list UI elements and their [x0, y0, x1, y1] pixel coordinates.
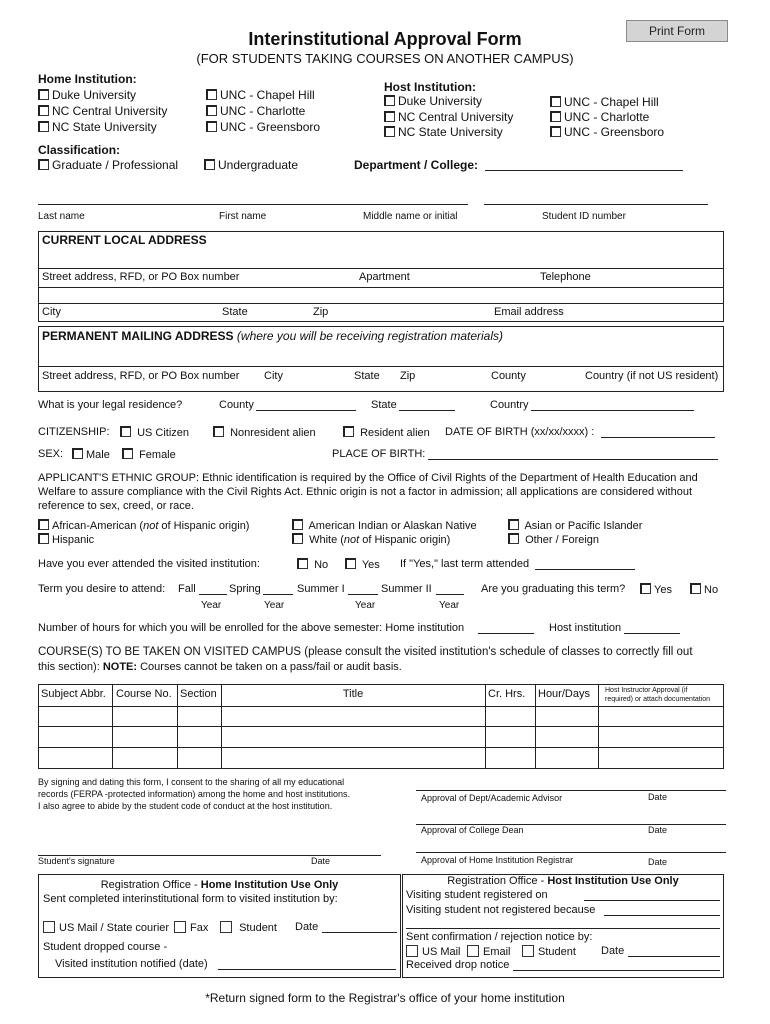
department-label: Department / College: — [354, 158, 479, 172]
host-unc-greensboro-option[interactable]: UNC - Greensboro — [550, 125, 664, 139]
birthplace-input[interactable] — [428, 459, 718, 460]
sex-label: SEX: — [38, 448, 64, 460]
checkbox-icon[interactable] — [550, 96, 561, 107]
host-unc-ch-option[interactable]: UNC - Chapel Hill — [550, 95, 659, 109]
checkbox-icon[interactable] — [384, 95, 395, 106]
form-title: Interinstitutional Approval Form — [248, 29, 522, 49]
fall-input[interactable] — [199, 594, 227, 595]
divider — [38, 303, 724, 304]
year-label: Year — [439, 600, 460, 611]
graduating-question: Are you graduating this term? — [481, 583, 626, 595]
footer-note: *Return signed form to the Registrar's office of your home institution — [205, 991, 565, 1005]
checkbox-icon[interactable] — [690, 583, 701, 594]
year-label: Year — [201, 600, 222, 611]
permanent-address-heading: PERMANENT MAILING ADDRESS (where you will be receiving registration materials) — [42, 329, 504, 343]
host-confirmation-label: Sent confirmation / rejection notice by: — [406, 931, 593, 943]
resident-option[interactable]: Resident alien — [343, 426, 430, 440]
host-drop-label: Received drop notice — [406, 959, 510, 971]
checkbox-icon[interactable] — [508, 519, 519, 530]
host-hours-label: Host institution — [549, 622, 622, 634]
residence-state-label: State — [371, 399, 397, 411]
attended-no-option[interactable]: No — [297, 558, 328, 572]
checkbox-icon[interactable] — [292, 533, 303, 544]
home-date-input[interactable] — [322, 932, 397, 933]
department-input[interactable] — [485, 170, 683, 171]
header-instructor-2: required) or attach documentation — [605, 696, 711, 703]
checkbox-icon[interactable] — [38, 105, 49, 116]
host-nccu-option[interactable]: NC Central University — [384, 110, 513, 124]
home-fax-option[interactable]: Fax — [174, 921, 208, 935]
checkbox-icon[interactable] — [38, 519, 49, 530]
american-indian-option[interactable]: American Indian or Alaskan Native — [292, 519, 477, 533]
last-term-input[interactable] — [535, 569, 635, 570]
undergraduate-option[interactable]: Undergraduate — [204, 158, 298, 172]
checkbox-icon[interactable] — [345, 558, 356, 569]
term-question: Term you desire to attend: — [38, 583, 166, 595]
home-unc-greensboro-option[interactable]: UNC - Greensboro — [206, 120, 320, 134]
checkbox-icon[interactable] — [38, 89, 49, 100]
dob-label: DATE OF BIRTH (xx/xx/xxxx) : — [445, 426, 595, 438]
residence-country-input[interactable] — [531, 410, 694, 411]
host-ncsu-option[interactable]: NC State University — [384, 125, 503, 139]
checkbox-icon[interactable] — [550, 126, 561, 137]
home-hours-input[interactable] — [478, 633, 534, 634]
table-col-divider — [112, 684, 113, 769]
name-input-line[interactable] — [38, 204, 468, 205]
checkbox-icon[interactable] — [508, 533, 519, 544]
checkbox-icon[interactable] — [72, 448, 83, 459]
permanent-state-label: State — [354, 370, 380, 382]
divider — [38, 287, 724, 288]
home-mail-option[interactable]: US Mail / State courier — [43, 921, 169, 935]
consent-line-2: records (FERPA -protected information) among the home and host institutions. — [38, 789, 350, 799]
attended-yes-option[interactable]: Yes — [345, 558, 380, 572]
checkbox-icon[interactable] — [384, 111, 395, 122]
permanent-street-label: Street address, RFD, or PO Box number — [42, 370, 240, 382]
home-ncsu-option[interactable]: NC State University — [38, 120, 157, 134]
current-state-label: State — [222, 306, 248, 318]
checkbox-icon[interactable] — [297, 558, 308, 569]
header-title: Title — [342, 688, 364, 700]
checkbox-icon[interactable] — [38, 159, 49, 170]
home-date-label: Date — [295, 921, 319, 933]
graduating-no-option[interactable]: No — [690, 583, 718, 597]
checkbox-icon[interactable] — [384, 126, 395, 137]
home-notified-label: Visited institution notified (date) — [55, 958, 208, 970]
home-office-sent: Sent completed interinstitutional form to visited institution by: — [43, 893, 338, 905]
consent-line-3: I also agree to abide by the student code of conduct at the host institution. — [38, 801, 333, 811]
host-email-option[interactable]: Email — [467, 945, 511, 959]
host-drop-input[interactable] — [513, 970, 720, 971]
summer1-label: Summer I — [297, 583, 345, 595]
home-unc-charlotte-option[interactable]: UNC - Charlotte — [206, 104, 305, 118]
hispanic-option[interactable]: Hispanic — [38, 533, 94, 547]
last-term-label: If "Yes," last term attended — [400, 558, 530, 570]
asian-option[interactable]: Asian or Pacific Islander — [508, 519, 642, 533]
graduate-option[interactable]: Graduate / Professional — [38, 158, 178, 172]
current-apartment-label: Apartment — [359, 271, 410, 283]
home-institution-label: Home Institution: — [38, 72, 137, 86]
checkbox-icon[interactable] — [204, 159, 215, 170]
divider — [38, 366, 724, 367]
host-reason-input[interactable] — [406, 928, 720, 929]
current-address-heading: CURRENT LOCAL ADDRESS — [42, 233, 207, 247]
registrar-date-label: Date — [648, 857, 668, 867]
permanent-city-label: City — [264, 370, 283, 382]
residence-country-label: Country — [490, 399, 529, 411]
current-city-label: City — [42, 306, 61, 318]
home-office-title: Registration Office - Home Institution Use Only — [100, 879, 339, 891]
dean-date-label: Date — [648, 825, 668, 835]
host-registered-input[interactable] — [584, 900, 720, 901]
checkbox-icon[interactable] — [522, 945, 534, 957]
host-hours-input[interactable] — [624, 633, 680, 634]
header-section: Section — [180, 688, 217, 700]
checkbox-icon[interactable] — [640, 583, 651, 594]
header-subject: Subject Abbr. — [41, 688, 106, 700]
table-col-divider — [485, 684, 486, 769]
table-row-divider — [38, 726, 724, 727]
year-label: Year — [355, 600, 376, 611]
current-street-label: Street address, RFD, or PO Box number — [42, 271, 240, 283]
current-zip-label: Zip — [313, 306, 329, 318]
residence-question: What is your legal residence? — [38, 399, 183, 411]
last-name-label: Last name — [38, 211, 85, 222]
graduating-yes-option[interactable]: Yes — [640, 583, 672, 597]
host-mail-option[interactable]: US Mail — [406, 945, 461, 959]
fall-label: Fall — [178, 583, 196, 595]
spring-label: Spring — [229, 583, 261, 595]
checkbox-icon[interactable] — [122, 448, 133, 459]
courses-line-2: this section): NOTE: Courses cannot be taken on a pass/fail or audit basis. — [38, 661, 402, 673]
african-american-option[interactable]: African-American (not of Hispanic origin) — [38, 519, 249, 533]
table-col-divider — [535, 684, 536, 769]
home-dropped-label: Student dropped course - — [43, 941, 168, 953]
consent-line-1: By signing and dating this form, I consent to the sharing of all my educational — [38, 777, 345, 787]
table-col-divider — [177, 684, 178, 769]
checkbox-icon[interactable] — [467, 945, 479, 957]
header-course-no: Course No. — [116, 688, 172, 700]
birthplace-label: PLACE OF BIRTH: — [332, 448, 426, 460]
dob-input[interactable] — [601, 437, 715, 438]
checkbox-icon[interactable] — [406, 945, 418, 957]
checkbox-icon[interactable] — [43, 921, 55, 933]
registrar-signature-line[interactable] — [416, 852, 726, 853]
host-date-input[interactable] — [628, 956, 720, 957]
classification-label: Classification: — [38, 143, 121, 157]
checkbox-icon[interactable] — [174, 921, 186, 933]
ethnic-line-1: APPLICANT'S ETHNIC GROUP: Ethnic identification is required by the Office of Civil Rights of the Department of Health Education and — [38, 472, 698, 484]
male-option[interactable]: Male — [72, 448, 110, 462]
host-not-registered-input[interactable] — [604, 915, 720, 916]
permanent-zip-label: Zip — [400, 370, 416, 382]
checkbox-icon[interactable] — [38, 533, 49, 544]
permanent-county-label: County — [491, 370, 526, 382]
home-nccu-option[interactable]: NC Central University — [38, 104, 167, 118]
us-citizen-option[interactable]: US Citizen — [120, 426, 189, 440]
checkbox-icon[interactable] — [206, 89, 217, 100]
summer1-input[interactable] — [348, 594, 378, 595]
spring-input[interactable] — [263, 594, 293, 595]
checkbox-icon[interactable] — [213, 426, 224, 437]
home-duke-option[interactable]: Duke University — [38, 88, 136, 102]
form-subtitle: (FOR STUDENTS TAKING COURSES ON ANOTHER CAMPUS) — [196, 51, 574, 66]
student-id-label: Student ID number — [542, 211, 626, 222]
checkbox-icon[interactable] — [120, 426, 131, 437]
checkbox-icon[interactable] — [206, 105, 217, 116]
divider — [38, 268, 724, 269]
advisor-date-label: Date — [648, 792, 668, 802]
host-date-label: Date — [601, 945, 625, 957]
summer2-input[interactable] — [436, 594, 464, 595]
host-office-title: Registration Office - Host Institution Use Only — [447, 875, 679, 887]
student-id-input-line[interactable] — [484, 204, 708, 205]
home-student-option[interactable]: Student — [220, 921, 277, 935]
header-instructor-1: Host Instructor Approval (if — [605, 687, 688, 694]
first-name-label: First name — [219, 211, 267, 222]
student-date-label: Date — [311, 856, 331, 866]
nonresident-option[interactable]: Nonresident alien — [213, 426, 316, 440]
home-notified-input[interactable] — [218, 969, 396, 970]
checkbox-icon[interactable] — [343, 426, 354, 437]
female-option[interactable]: Female — [122, 448, 176, 462]
advisor-signature-line[interactable] — [416, 790, 726, 791]
checkbox-icon[interactable] — [220, 921, 232, 933]
host-unc-charlotte-option[interactable]: UNC - Charlotte — [550, 110, 649, 124]
header-credit-hours: Cr. Hrs. — [488, 688, 526, 700]
registrar-label: Approval of Home Institution Registrar — [421, 855, 574, 865]
permanent-country-label: Country (if not US resident) — [585, 370, 719, 382]
header-hour-days: Hour/Days — [538, 688, 590, 700]
table-row-divider — [38, 747, 724, 748]
current-telephone-label: Telephone — [540, 271, 591, 283]
advisor-label: Approval of Dept/Academic Advisor — [421, 793, 563, 803]
checkbox-icon[interactable] — [38, 121, 49, 132]
ethnic-line-2: Welfare to assure compliance with the Civil Rights Act. Ethnic origin is not a factor in admission; all applications are considered without — [38, 486, 693, 498]
host-registered-label: Visiting student registered on — [406, 889, 548, 901]
checkbox-icon[interactable] — [550, 111, 561, 122]
checkbox-icon[interactable] — [292, 519, 303, 530]
residence-state-input[interactable] — [399, 410, 455, 411]
citizenship-label: CITIZENSHIP: — [38, 426, 110, 438]
residence-county-input[interactable] — [256, 410, 356, 411]
white-option[interactable]: White (not of Hispanic origin) — [292, 533, 450, 547]
host-student-option[interactable]: Student — [522, 945, 576, 959]
current-email-label: Email address — [494, 306, 564, 318]
student-signature-label: Student's signature — [38, 856, 115, 866]
residence-county-label: County — [219, 399, 254, 411]
other-option[interactable]: Other / Foreign — [508, 533, 599, 547]
middle-name-label: Middle name or initial — [363, 211, 458, 222]
host-duke-option[interactable]: Duke University — [384, 94, 482, 108]
hours-label: Number of hours for which you will be enrolled for the above semester: Home institution — [38, 622, 465, 634]
table-col-divider — [598, 684, 599, 769]
attended-question: Have you ever attended the visited institution: — [38, 558, 260, 570]
host-institution-label: Host Institution: — [384, 80, 476, 94]
summer2-label: Summer II — [381, 583, 432, 595]
ethnic-line-3: reference to sex, creed, or race. — [38, 500, 194, 512]
courses-line-1: COURSE(S) TO BE TAKEN ON VISITED CAMPUS (please consult the visited institution's schedule of classes to correctly fill out — [38, 646, 693, 658]
home-unc-ch-option[interactable]: UNC - Chapel Hill — [206, 88, 315, 102]
dean-label: Approval of College Dean — [421, 825, 524, 835]
print-form-button[interactable]: Print Form — [626, 20, 728, 42]
checkbox-icon[interactable] — [206, 121, 217, 132]
table-row-divider — [38, 706, 724, 707]
year-label: Year — [264, 600, 285, 611]
host-not-registered-label: Visiting student not registered because — [406, 904, 596, 916]
